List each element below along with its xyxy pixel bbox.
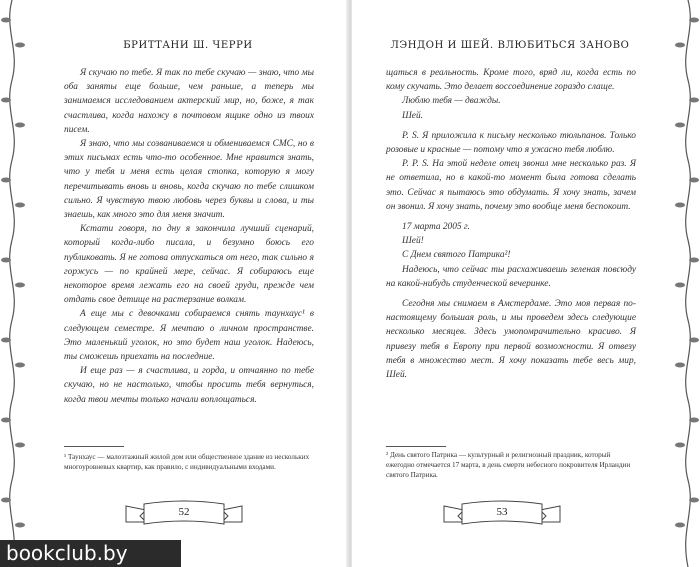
paragraph: Я скучаю по тебе. Я так по тебе скучаю — знаю, что мы оба заняты еще больше, чем раньше, а теперь мы занимаемся исследованием актерский мир, но, боже, я так счастлива, когда нахожу в почтовом ящике одно из твоих писем. — [64, 68, 314, 135]
paragraph: И еще раз — я счастлива, и горда, и отчаянно по тебе скучаю, но не настолько, чтобы просить тебя вернуться, когда твои мечты только начали воплощаться. — [64, 366, 314, 405]
watermark: bookclub.by — [0, 540, 181, 567]
page-number: 52 — [178, 506, 190, 518]
paragraph: Кстати говоря, по дну я закончила лучший сценарий, который когда-либо писала, и безумно боюсь его публиковать. Я не готова отпускаться от него, так сильно я горжусь — по крайней мере, сейчас. Я собираюсь еще некоторое время лежать его на своей груди, прежде чем отдать свое детище на растерзание волкам. — [64, 224, 314, 306]
paragraph: щаться в реальность. Кроме того, вряд ли, когда есть по кому скучать. Это делает воссоединение гораздо слаще. — [386, 68, 636, 93]
salutation: Шей! — [402, 236, 424, 247]
date-line: 17 марта 2005 г. — [402, 222, 470, 233]
body-text — [386, 66, 636, 382]
footnote: ¹ Таунхаус — малоэтажный жилой дом или общественное здание из нескольких многоуровневых квартир, как правило, с индивидуальными входами. — [64, 453, 310, 471]
body-text — [64, 66, 314, 407]
paragraph: P. P. S. На этой неделе отец звонил мне несколько раз. Я не ответила, но в какой-то момент была готова сделать это. Сейчас я пытаюсь это обдумать. Я хочу знать, зачем он звонил. Я хочу знать, почему это вообще меня беспокоит. — [386, 159, 636, 212]
footnote-rule — [64, 446, 124, 447]
right-page — [352, 0, 700, 567]
paragraph: Сегодня мы снимаем в Амстердаме. Это моя первая по-настоящему большая роль, и мы проведем здесь следующие несколько месяцев. Здесь умопомрачительно красиво. Я привезу тебя в Европу при первой возможности. Я отвезу тебя в множество мест. Я хочу показать тебе весь мир, Шей. — [386, 299, 636, 381]
floral-border-icon — [0, 0, 30, 567]
paragraph: Надеюсь, что сейчас ты расхаживаешь зеленая повсюду на какой-нибудь студенческой вечеринке. — [386, 264, 636, 289]
footnote: ² День святого Патрика — культурный и религиозный праздник, который ежегодно отмечается 17 марта, в день смерти небесного покровителя Ирландии святого Патрика. — [386, 451, 631, 479]
running-head: БРИТТАНИ Ш. ЧЕРРИ — [123, 40, 253, 51]
paragraph: С Днем святого Патрика²! — [402, 250, 511, 261]
paragraph: P. S. Я приложила к письму несколько тюльпанов. Только розовые и красные — потому что я ужасно тебя люблю. — [386, 130, 636, 156]
floral-border-icon — [670, 0, 700, 567]
paragraph: Люблю тебя — дважды. — [402, 96, 501, 107]
paragraph: Шей. — [402, 110, 423, 121]
left-page — [0, 0, 348, 567]
running-head: ЛЭНДОН И ШЕЙ. ВЛЮБИТЬСЯ ЗАНОВО — [390, 40, 630, 51]
paragraph: Я знаю, что мы созваниваемся и обмениваемся СМС, но в этих письмах есть что-то особенное. Мне нравится знать, что у тебя и меня есть целая стопка, которую я могу перечитывать вновь и вновь, когда скучаю по тебе слишком сильно. Я чувствую твою любовь через буквы и слова, и ты знаешь, как много это для меня значит. — [64, 139, 314, 221]
paragraph: А еще мы с девочками собираемся снять таунхаус¹ в следующем семестре. Я мечтаю о личном пространстве. Это маленький уголок, но это будет наш уголок. Надеюсь, ты сможешь приехать на последние. — [64, 309, 314, 363]
page-number: 53 — [496, 506, 508, 518]
footnote-rule — [386, 446, 446, 447]
